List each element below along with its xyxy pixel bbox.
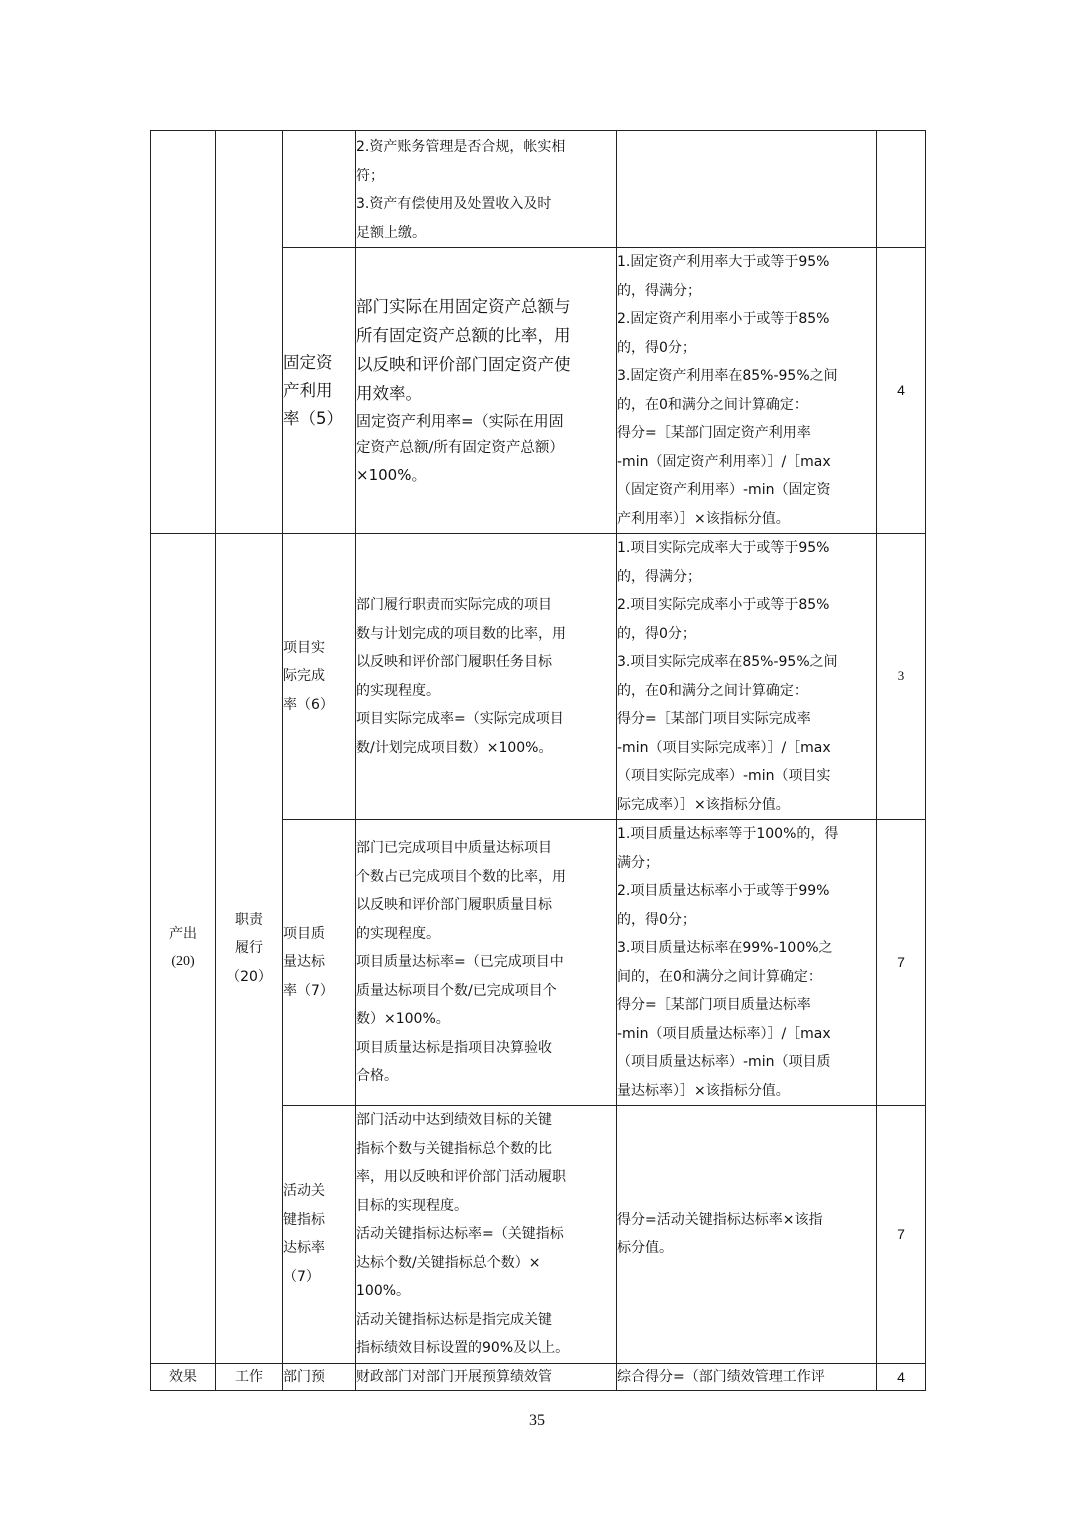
indicator-line: 际完成 [283,668,325,685]
scoring-standard-cell [617,1106,877,1364]
level1-cell [151,534,216,1364]
indicator-cell [283,1106,356,1364]
indicator-cell: 部门预 [283,1363,356,1390]
scoring-standard-cell [617,820,877,1106]
table-row [151,131,926,248]
text-line: 3.资产有偿使用及处置收入及时 [356,196,552,212]
text-line: 际完成率）］×该指标分值。 [617,796,790,813]
text-line: 项目质量达标是指项目决算验收 [356,1039,552,1056]
indicator-line: 项目实 [283,639,325,656]
text-line: （项目质量达标率）-min（项目质 [617,1054,831,1070]
indicator-cell [283,131,356,248]
text-line: 指标绩效目标设置的90%及以上。 [356,1340,570,1356]
level2-cell: 工作 [216,1363,283,1390]
scoring-standard-cell: 综合得分=（部门绩效管理工作评 [617,1363,877,1390]
text-line: 3.项目质量达标率在99%-100%之 [617,940,833,956]
indicator-line: 固定资 [283,352,333,372]
text-line: 个数占已完成项目个数的比率，用 [356,868,566,885]
score-cell: 7 [877,820,926,1106]
text-line: 的，得满分； [617,568,701,585]
evaluation-index-table [150,130,926,1391]
text-line: 的，得0分； [617,339,696,356]
text-line: -min（固定资产利用率）］/［max [617,453,831,470]
score-cell: 4 [877,248,926,534]
indicator-line: 活动关 [283,1183,325,1200]
text-line: 指标个数与关键指标总个数的比 [356,1140,552,1157]
scoring-standard-cell [617,248,877,534]
score-cell: 3 [877,534,926,820]
text-line: 2.项目实际完成率小于或等于85% [617,597,830,613]
level2-cell [216,534,283,1364]
text-line: 的实现程度。 [356,682,440,699]
text-line: 以反映和评价部门履职任务目标 [356,654,552,670]
text-line: 用效率。 [356,384,422,403]
text-line: 活动关键指标达标率=（关键指标 [356,1226,564,1242]
text-line: 符； [356,167,384,184]
text-line: 数）×100%。 [356,1011,450,1028]
indicator-line: 率（7） [283,982,334,999]
text-line: ×100%。 [356,466,427,484]
text-line: 标分值。 [617,1240,673,1257]
indicator-cell [283,820,356,1106]
level2-score: （20） [226,968,272,985]
text-line: -min（项目质量达标率）］/［max [617,1025,831,1042]
score-cell [877,131,926,248]
table-row [151,534,926,820]
indicator-line: （7） [283,1268,320,1285]
indicator-cell [283,248,356,534]
description-cell [356,248,617,534]
indicator-cell [283,534,356,820]
text-line: 的，在0和满分之间计算确定： [617,396,808,413]
page-number: 35 [529,1412,545,1429]
text-line: 1.项目质量达标率等于100%的，得 [617,826,839,842]
table-row [151,1363,926,1390]
text-line: 1.项目实际完成率大于或等于95% [617,540,830,556]
scoring-standard-cell [617,131,877,248]
text-line: 量达标率）］×该指标分值。 [617,1082,790,1099]
text-line: 部门已完成项目中质量达标项目 [356,840,552,857]
text-line: 质量达标项目个数/已完成项目个 [356,982,557,999]
text-line: 产利用率）］×该指标分值。 [617,510,790,527]
text-line: （固定资产利用率）-min（固定资 [617,482,831,498]
text-line: 得分=［某部门固定资产利用率 [617,425,811,441]
text-line: 部门实际在用固定资产总额与 [356,297,571,316]
text-line: 3.固定资产利用率在85%-95%之间 [617,368,838,384]
indicator-line: 键指标 [283,1211,325,1228]
text-line: 定资产总额/所有固定资产总额） [356,440,564,456]
text-line: 2.项目质量达标率小于或等于99% [617,883,830,899]
indicator-line: 达标率 [283,1240,325,1257]
level2-label: 履行 [235,940,263,956]
text-line: 数/计划完成项目数）×100%。 [356,739,553,756]
text-line: 率，用以反映和评价部门活动履职 [356,1169,566,1185]
text-line: 以反映和评价部门固定资产使 [356,355,571,374]
score-cell: 4 [877,1363,926,1390]
indicator-line: 率（6） [283,696,334,713]
score-cell: 7 [877,1106,926,1364]
scoring-standard-cell [617,534,877,820]
text-line: 足额上缴。 [356,224,426,241]
text-line: 100%。 [356,1283,411,1299]
text-line: 1.固定资产利用率大于或等于95% [617,254,830,270]
text-line: 达标个数/关键指标总个数）× [356,1254,541,1271]
description-cell [356,131,617,248]
description-cell [356,534,617,820]
text-line: （项目实际完成率）-min（项目实 [617,768,831,784]
text-line: 的，得满分； [617,282,701,299]
text-line: 数与计划完成的项目数的比率，用 [356,625,566,642]
text-line: 得分=活动关键指标达标率×该指 [617,1211,823,1228]
level1-score: (20) [171,954,195,970]
text-line: 得分=［某部门项目实际完成率 [617,711,811,727]
indicator-line: 产利用 [283,380,333,400]
text-line: 项目质量达标率=（已完成项目中 [356,954,564,971]
description-cell: 财政部门对部门开展预算绩效管 [356,1363,617,1390]
text-line: 合格。 [356,1068,398,1085]
text-line: 项目实际完成率=（实际完成项目 [356,711,564,727]
indicator-line: 量达标 [283,954,325,971]
text-line: 的，得0分； [617,911,696,928]
text-line: 部门活动中达到绩效目标的关键 [356,1112,552,1128]
text-line: 3.项目实际完成率在85%-95%之间 [617,654,838,670]
level1-cell-continued [151,131,216,534]
text-line: 以反映和评价部门履职质量目标 [356,897,552,914]
text-line: 间的，在0和满分之间计算确定： [617,968,822,985]
text-line: 得分=［某部门项目质量达标率 [617,997,811,1013]
text-line: 部门履行职责而实际完成的项目 [356,597,552,613]
indicator-line: 项目质 [283,925,325,942]
text-line: 2.固定资产利用率小于或等于85% [617,311,830,327]
level2-cell-continued [216,131,283,534]
text-line: -min（项目实际完成率）］/［max [617,739,831,756]
level2-label: 职责 [235,911,263,928]
text-line: 的，得0分； [617,625,696,642]
text-line: 固定资产利用率=（实际在用固 [356,412,564,430]
text-line: 2.资产账务管理是否合规，帐实相 [356,139,566,155]
text-line: 目标的实现程度。 [356,1197,468,1214]
text-line: 的实现程度。 [356,925,440,942]
text-line: 的，在0和满分之间计算确定： [617,682,808,699]
text-line: 活动关键指标达标是指完成关键 [356,1311,552,1328]
indicator-line: 率（5） [283,408,343,428]
level1-cell: 效果 [151,1363,216,1390]
description-cell [356,820,617,1106]
text-line: 满分； [617,854,659,871]
text-line: 所有固定资产总额的比率，用 [356,326,571,345]
level1-label: 产出 [169,925,197,942]
description-cell [356,1106,617,1364]
